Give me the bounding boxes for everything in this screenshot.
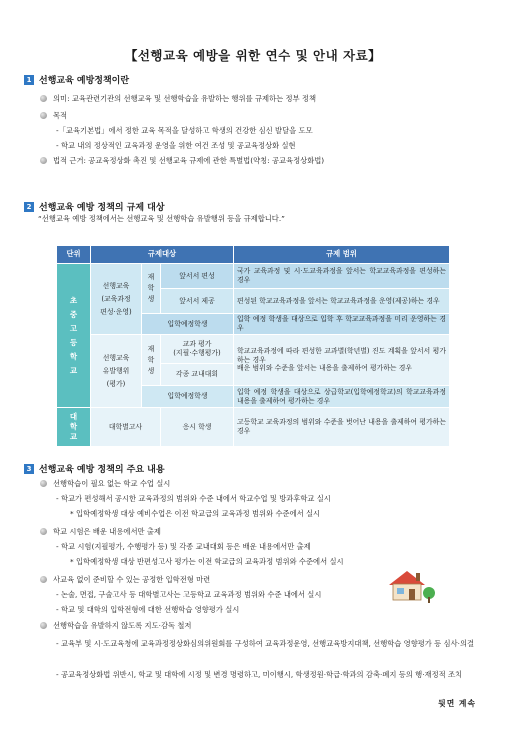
target-univ-exam: 대학별고사 (91, 408, 160, 446)
target-ahead-plan: 앞서서 편성 (161, 264, 233, 288)
target-ahead-provide: 앞서서 제공 (161, 289, 233, 313)
regulation-table (57, 246, 449, 446)
enrolled-label: 재 학 생 (142, 264, 160, 313)
section-3-heading (24, 462, 165, 475)
scope-ahead-plan: 국가 교육과정 및 시·도교육과정을 앞서는 학교교육과정을 편성하는 경우 (234, 264, 449, 288)
group-curriculum: 선행교육 (교육과정 편성·운영) (91, 264, 141, 334)
section-2-intro: “선행교육 예방 정책에서는 선행교육 및 선행학습 유발행위 등을 규제합니다.” (38, 214, 285, 223)
policy-detail: - 교육부 및 시·도교육청에 교육과정정상화심의위원회를 구성하여 교육과정운영, 선행교육방지대책, 선행학습 영향평가 등 심사·의결 (56, 639, 475, 648)
purpose-item: -「교육기본법」에서 정한 교육 목적을 달성하고 학생의 건강한 심신 발달을 도모 (56, 126, 313, 135)
house-icon (385, 565, 437, 605)
school-label: 초 중 고 등 학 교 (57, 264, 90, 407)
target-school-contest: 각종 교내대회 (161, 364, 233, 385)
target-subject-eval: 교과 평가 (지필·수행평가) (161, 335, 233, 363)
group-evaluation: 선행교육 유발행위 (평가) (91, 335, 141, 407)
policy-item: 사교육 없이 준비할 수 있는 공정한 입학전형 마련 (40, 575, 210, 585)
section-1-heading (24, 73, 129, 86)
university-label: 대 학 교 (57, 408, 90, 446)
section-number: 3 (24, 464, 34, 474)
policy-note: * 입학예정학생 대상 반편성고사 평가는 이전 학교급의 교육과정 범위와 수준에서 실시 (70, 557, 344, 566)
section-2-heading (24, 200, 165, 213)
policy-item: 선행학습이 필요 없는 학교 수업 실시 (40, 479, 170, 489)
policy-detail: - 공교육정상화법 위반시, 학교 및 대학에 시정 및 변경 명령하고, 미이행시, 학생정원·학급·학과의 감축·폐지 등의 행·재정적 조치 (56, 670, 463, 679)
policy-item: 선행학습을 유발하지 않도록 지도·감독 철저 (40, 621, 191, 631)
scope-evaluation: 학교교육과정에 따라 편성한 교과별(학년별) 진도 계획을 앞서서 평가하는 경우 배운 범위와 수준을 앞서는 내용을 출제하여 평가하는 경우 (234, 335, 449, 385)
footer-continue: 뒷면 계속 (438, 699, 476, 708)
section-title: 선행교육 예방 정책의 주요 내용 (39, 465, 165, 475)
scope-prospective: 입학 예정 학생을 대상으로 입학 후 학교교육과정을 미리 운영하는 경우 (234, 314, 449, 334)
policy-detail: - 학교 시험(지필평가, 수행평가 등) 및 각종 교내대회 등은 배운 내용에서만 출제 (56, 542, 311, 551)
target-applicants: 응시 학생 (161, 408, 233, 446)
target-prospective: 입학예정학생 (142, 314, 233, 334)
purpose-text: 목적 (40, 111, 67, 121)
policy-detail: - 학교 및 대학의 입학전형에 대한 선행학습 영향평가 실시 (56, 605, 240, 614)
meaning-text: 의미: 교육관련기관의 선행교육 및 선행학습을 유발하는 행위를 규제하는 정부 정책 (40, 94, 316, 104)
header-target: 규제대상 (91, 246, 233, 263)
purpose-item: - 학교 내의 정상적인 교육과정 운영을 위한 여건 조성 및 공교육정상화 실현 (56, 141, 296, 150)
section-number: 2 (24, 202, 34, 212)
section-title: 선행교육 예방 정책의 규제 대상 (39, 203, 165, 213)
header-unit: 단위 (57, 246, 90, 263)
header-scope: 규제 범위 (234, 246, 449, 263)
scope-ahead-provide: 편성된 학교교육과정을 앞서는 학교교육과정을 운영(제공)하는 경우 (234, 289, 449, 313)
policy-note: * 입학예정학생 대상 예비수업은 이전 학교급의 교육과정 범위와 수준에서 실시 (70, 509, 321, 518)
policy-item: 학교 시험은 배운 내용에서만 출제 (40, 527, 161, 537)
section-title: 선행교육 예방정책이란 (39, 76, 130, 86)
page-title: 【선행교육 예방을 위한 연수 및 안내 자료】 (124, 48, 382, 63)
scope-prospective-eval: 입학 예정 학생을 대상으로 상급학교(입학예정학교)의 학교교육과정 내용을 출제하여 평가하는 경우 (234, 386, 449, 407)
target-prospective-eval: 입학예정학생 (142, 386, 233, 407)
law-text: 법적 근거: 공교육정상화 촉진 및 선행교육 규제에 관한 특별법(약칭: 공교육정상화법) (40, 156, 324, 166)
enrolled-label: 재 학 생 (142, 335, 160, 385)
policy-detail: - 논술, 면접, 구술고사 등 대학별고사는 고등학교 교육과정 범위와 수준 내에서 실시 (56, 590, 322, 599)
policy-detail: - 학교가 편성해서 공시한 교육과정의 범위와 수준 내에서 학교수업 및 방과후학교 실시 (56, 494, 331, 503)
scope-univ: 고등학교 교육과정의 범위와 수준을 벗어난 내용을 출제하여 평가하는 경우 (234, 408, 449, 446)
section-number: 1 (24, 75, 34, 85)
